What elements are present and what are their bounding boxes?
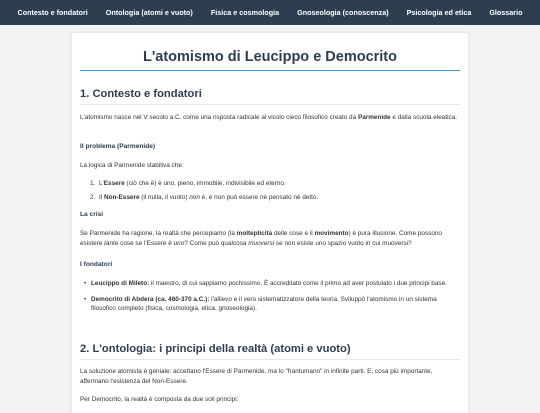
- crisis-text: ) è pura illusione. Come possono esistere: [80, 230, 442, 247]
- subheading-problema: Il problema (Parmenide): [80, 143, 156, 150]
- crisis-text: delle cose e il: [272, 230, 315, 237]
- intro-paragraph: [80, 113, 460, 123]
- list-number: 1.: [90, 180, 96, 187]
- list-bold: Essere: [103, 180, 125, 187]
- crisis-text: cose se l'Essere è: [118, 239, 174, 247]
- founder-name: Leucippo di Mileto:: [91, 280, 150, 287]
- list-item: [91, 279, 460, 289]
- crisis-text: Se Parmenide ha ragione, la realtà che percepiamo (la: [80, 230, 237, 237]
- crisis-paragraph: [80, 229, 460, 248]
- founder-text: l'allievo e il vero sistematizzatore della teoria. Sviluppò l'atomismo in un sistema filosofico completo (fisica, cosmologia, etica, gnoseologia).: [91, 295, 437, 313]
- founders-list: [80, 279, 460, 314]
- nav-link-fisica[interactable]: Fisica e cosmologia: [210, 8, 280, 17]
- crisis-italic: tante: [104, 239, 119, 247]
- nav-link-psicologia[interactable]: Psicologia ed etica: [406, 8, 472, 17]
- crisis-text: ? Come può qualcosa: [184, 239, 249, 247]
- intro-bold: Parmenide: [357, 114, 391, 121]
- crisis-bold: movimento: [314, 230, 349, 237]
- nav-link-gnoseologia[interactable]: Gnoseologia (conoscenza): [297, 8, 389, 17]
- nav-link-contesto[interactable]: Contesto e fondatori: [17, 8, 88, 17]
- section-heading-ontologia: 2. L'ontologia: i principi della realtà (atomi e vuoto): [80, 343, 460, 360]
- content-card: [72, 33, 468, 413]
- list-item: [91, 295, 460, 314]
- crisis-bold: molteplicità: [236, 230, 273, 237]
- intro-text-end: e dalla scuola eleatica.: [390, 114, 458, 121]
- list-bold: Non-Essere: [103, 193, 140, 201]
- subheading-crisi: La crisi: [80, 211, 104, 218]
- list-text: (ciò che è) è uno, pieno, immobile, indivisibile ed eterno.: [124, 180, 286, 187]
- crisis-text: se non esiste uno spazio vuoto in cui muoversi?: [274, 239, 412, 247]
- founder-name: Democrito di Abdera (ca. 460-370 a.C.):: [91, 295, 210, 303]
- list-item: [90, 179, 460, 189]
- intro-text: L'atomismo nasce nel V secolo a.C. come una risposta radicale al vicolo cieco filosofico creato da: [80, 114, 358, 121]
- founder-text: il maestro, di cui sappiamo pochissimo. È accreditato come il primo ad aver postulato i due principi base.: [149, 280, 447, 287]
- subheading-fondatori: I fondatori: [80, 261, 113, 268]
- page-title: L'atomismo di Leucippo e Democrito: [80, 33, 460, 71]
- list-italic: non è: [189, 193, 206, 201]
- nav-link-glossario[interactable]: Glossario: [489, 8, 523, 17]
- nav-link-ontologia[interactable]: Ontologia (atomi e vuoto): [105, 8, 193, 17]
- top-navigation: [0, 0, 540, 25]
- ontology-paragraph-2: Per Democrito, la realtà è composta da due soli principi:: [80, 396, 239, 403]
- list-text: L': [99, 180, 104, 187]
- section-heading-contesto: 1. Contesto e fondatori: [80, 88, 460, 105]
- list-item: [90, 193, 460, 203]
- list-text: Il: [99, 193, 104, 201]
- crisis-italic: uno: [173, 239, 185, 247]
- problem-paragraph: La logica di Parmenide stabiliva che:: [80, 162, 184, 169]
- list-text: (il nulla, il vuoto): [139, 193, 190, 201]
- ontology-paragraph: La soluzione atomista è geniale: accettano l'Essere di Parmenide, ma lo "frantumano" in infinite parti. E, cosa più importante, affermano l'esistenza del Non-Essere.: [80, 368, 433, 385]
- list-text: , e non può essere né pensato né detto.: [205, 193, 319, 201]
- list-number: 2.: [90, 193, 96, 201]
- problem-list: [80, 179, 460, 202]
- crisis-italic: muoversi: [248, 239, 275, 247]
